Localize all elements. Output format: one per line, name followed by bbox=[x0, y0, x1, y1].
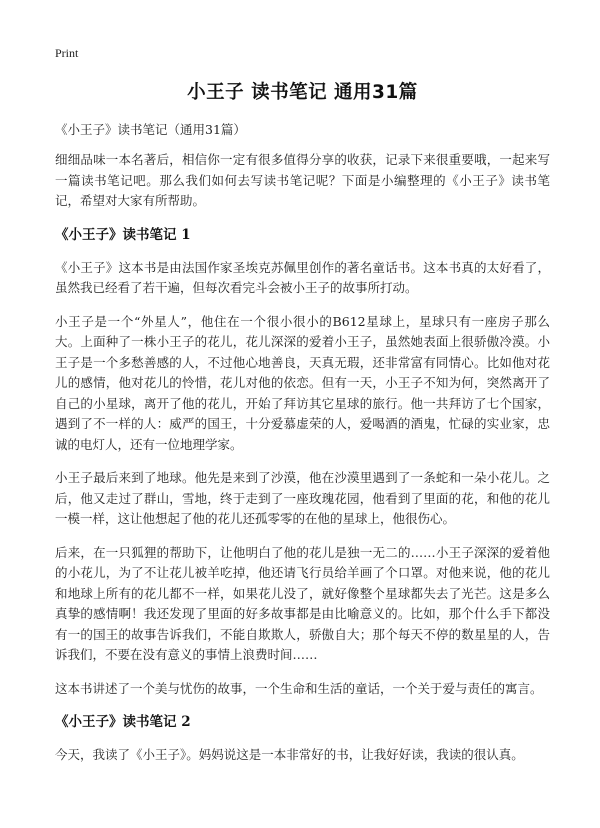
print-link[interactable]: Print bbox=[55, 46, 79, 60]
article-body bbox=[55, 150, 550, 779]
section1-paragraph: 小王子最后来到了地球。他先是来到了沙漠，他在沙漠里遇到了一条蛇和一朵小花儿。之后，他又走过了群山，雪地，终于走到了一座玫瑰花园，他看到了里面的花，和他的花儿一模一样，这让他想起了他的花儿还孤零零的在他的星球上，他很伤心。 bbox=[55, 470, 550, 526]
section1-paragraph: 小王子是一个“外星人”，他住在一个很小很小的B612星球上，星球只有一座房子那么大。上面种了一株小王子的花儿，花儿深深的爱着小王子，虽然她表面上很骄傲冷漠。小王子是一个多愁善感的人，不过他心地善良，天真无瑕，还非常富有同情心。比如他对花儿的感情，他对花儿的怜惜，花儿对他的依恋。但有一天，小王子不知为何，突然离开了自己的小星球，离开了他的花儿，开始了拜访其它星球的旅行。他一共拜访了七个国家，遇到了不一样的人：威严的国王，十分爱慕虚荣的人，爱喝酒的酒鬼，忙碌的实业家，忠诚的电灯人，还有一位地理学家。 bbox=[55, 313, 550, 452]
section-heading-2: 《小王子》读书笔记 2 bbox=[55, 714, 191, 730]
section1-paragraph: 这本书讲述了一个美与忧伤的故事，一个生命和生活的童话，一个关于爱与责任的寓言。 bbox=[55, 680, 543, 696]
document-subtitle: 《小王子》读书笔记（通用31篇） bbox=[55, 122, 246, 137]
section1-paragraph: 《小王子》这本书是由法国作家圣埃克苏佩里创作的著名童话书。这本书真的太好看了，虽然我已经看了若干遍，但每次看完斗会被小王子的故事所打动。 bbox=[55, 259, 550, 295]
intro-paragraph: 细细品味一本名著后，相信你一定有很多值得分享的收获，记录下来很重要哦，一起来写一篇读书笔记吧。那么我们如何去写读书笔记呢？下面是小编整理的《小王子》读书笔记，希望对大家有所帮助。 bbox=[55, 152, 550, 208]
section1-paragraph: 后来，在一只狐狸的帮助下，让他明白了他的花儿是独一无二的……小王子深深的爱着他的小花儿，为了不让花儿被羊吃掉，他还请飞行员给羊画了个口罩。对他来说，他的花儿和地球上所有的花儿都不一样，如果花儿没了，就好像整个星球都失去了光芒。这是多么真挚的感情啊！我还发现了里面的好多故事都是由比喻意义的。比如，那个什么手下都没有一的国王的故事告诉我们，不能自欺欺人，骄傲自大；那个每天不停的数星星的人，告诉我们，不要在没有意义的事情上浪费时间…… bbox=[55, 544, 550, 662]
page-title: 小王子 读书笔记 通用31篇 bbox=[187, 82, 418, 103]
section-heading-1: 《小王子》读书笔记 1 bbox=[55, 226, 191, 243]
section2-paragraph: 今天，我读了《小王子》。妈妈说这是一本非常好的书，让我好好读，我读的很认真。 bbox=[55, 747, 524, 762]
